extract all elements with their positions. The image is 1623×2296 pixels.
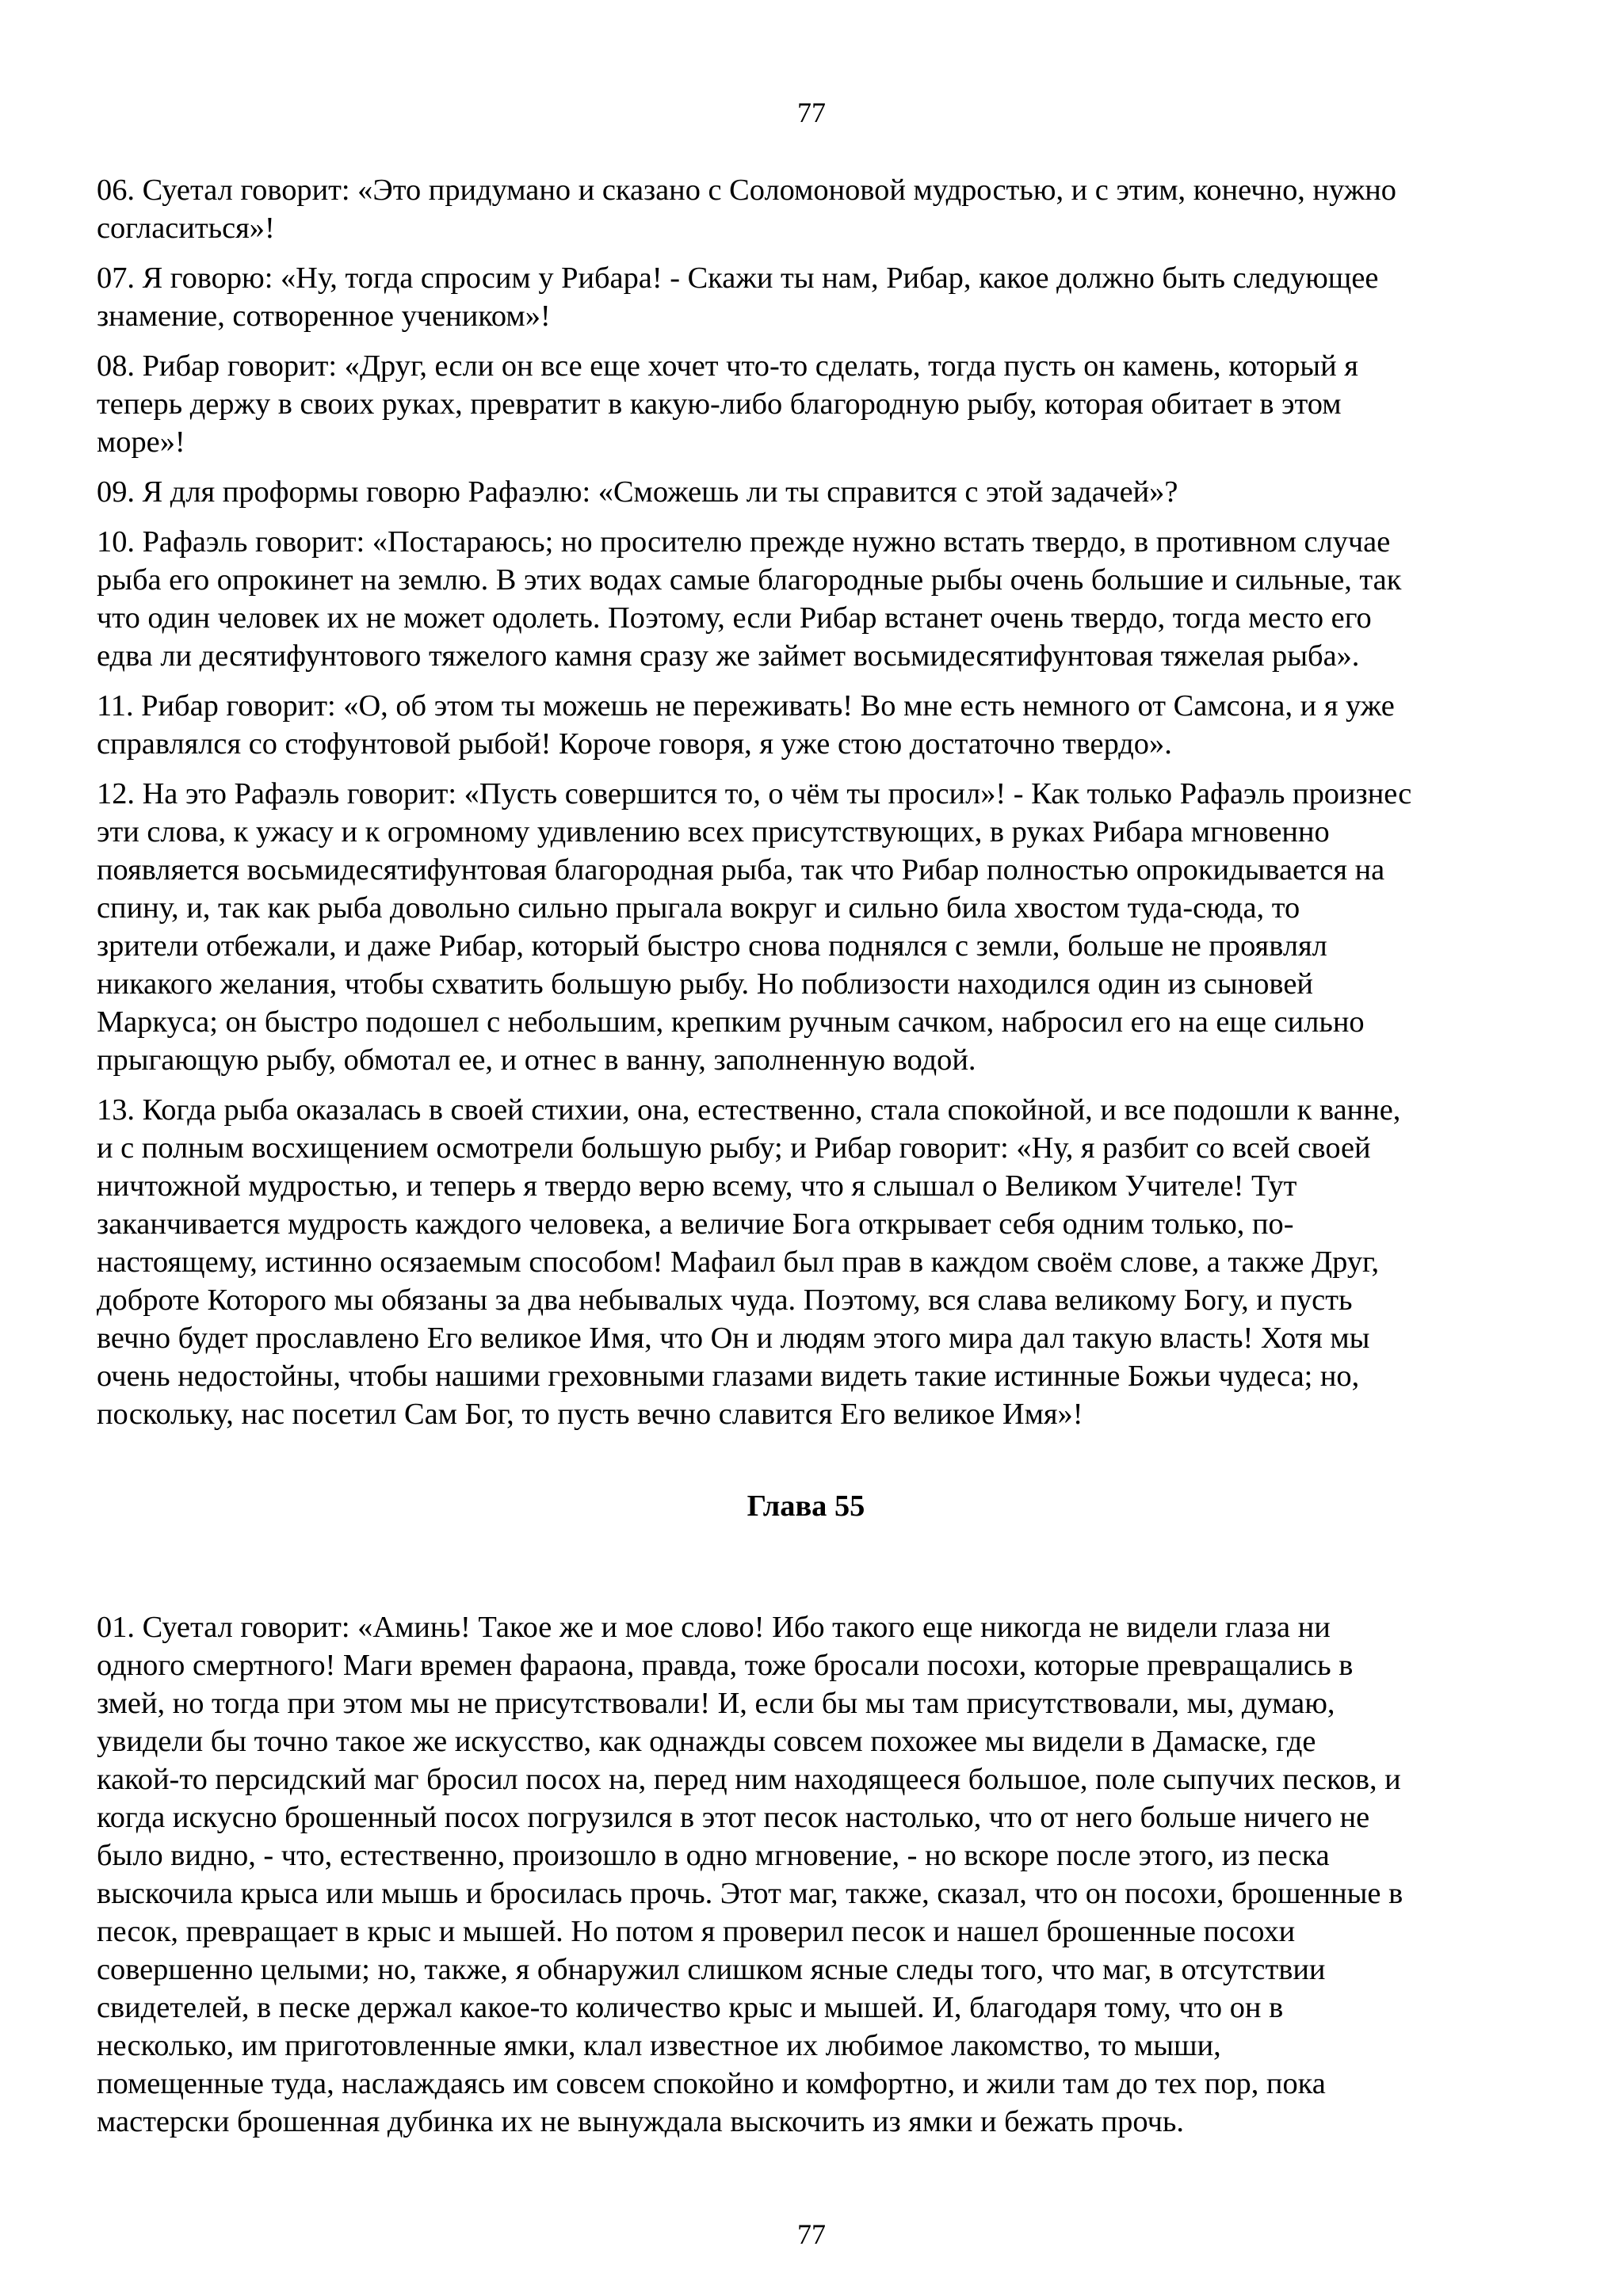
text-line: поскольку, нас посетил Сам Бог, то пусть вечно славится Его великое Имя»! bbox=[97, 1398, 1083, 1431]
page-number-bottom: 77 bbox=[797, 2218, 826, 2250]
text-line: увидели бы точно такое же искусство, как однажды совсем похожее мы видели в Дамаске, где bbox=[97, 1725, 1316, 1758]
paragraph bbox=[97, 473, 1515, 511]
text-line: 13. Когда рыба оказалась в своей стихии, она, естественно, стала спокойной, и все подошли к ванне, bbox=[97, 1093, 1401, 1127]
page-number-top: 77 bbox=[797, 97, 826, 128]
text-line: ничтожной мудростью, и теперь я твердо верю всему, что я слышал о Великом Учителе! Тут bbox=[97, 1169, 1297, 1203]
chapter-heading: Глава 55 bbox=[747, 1489, 865, 1523]
text-line: очень недостойны, чтобы нашими греховными глазами видеть такие истинные Божьи чудеса; но, bbox=[97, 1360, 1360, 1393]
text-line: выскочила крыса или мышь и бросилась прочь. Этот маг, также, сказал, что он посохи, брошенные в bbox=[97, 1877, 1403, 1910]
text-line: одного смертного! Маги времен фараона, правда, тоже бросали посохи, которые превращались в bbox=[97, 1649, 1354, 1682]
text-line: справлялся со стофунтовой рыбой! Короче говоря, я уже стою достаточно твердо». bbox=[97, 727, 1172, 761]
text-line: вечно будет прославлено Его великое Имя, что Он и людям этого мира дал такую власть! Хотя мы bbox=[97, 1322, 1370, 1355]
text-line: зрители отбежали, и даже Рибар, который быстро снова поднялся с земли, больше не проявлял bbox=[97, 929, 1327, 963]
text-line: 08. Рибар говорит: «Друг, если он все еще хочет что-то сделать, тогда пусть он камень, который я bbox=[97, 349, 1358, 383]
text-line: теперь держу в своих руках, превратит в какую-либо благородную рыбу, которая обитает в этом bbox=[97, 387, 1342, 421]
text-line: едва ли десятифунтового тяжелого камня сразу же займет восьмидесятифунтовая тяжелая рыба». bbox=[97, 639, 1360, 673]
text-line: совершенно целыми; но, также, я обнаружил слишком ясные следы того, что маг, в отсутствии bbox=[97, 1953, 1326, 1986]
chapter-paragraph-list bbox=[97, 1608, 1515, 2141]
text-line: море»! bbox=[97, 425, 185, 459]
paragraph bbox=[97, 347, 1515, 461]
text-line: было видно, - что, естественно, произошло в одно мгновение, - но вскоре после этого, из песка bbox=[97, 1839, 1330, 1872]
text-line: когда искусно брошенный посох погрузился в этот песок настолько, что от него больше ничего не bbox=[97, 1801, 1370, 1834]
text-line: настоящему, истинно осязаемым способом! Мафаил был прав в каждом своём слове, а также Друг, bbox=[97, 1245, 1380, 1279]
text-line: рыба его опрокинет на землю. В этих водах самые благородные рыбы очень большие и сильные, так bbox=[97, 563, 1402, 597]
text-line: песок, превращает в крыс и мышей. Но потом я проверил песок и нашел брошенные посохи bbox=[97, 1915, 1296, 1948]
paragraph bbox=[97, 687, 1515, 763]
text-line: доброте Которого мы обязаны за два небывалых чуда. Поэтому, вся слава великому Богу, и пусть bbox=[97, 1283, 1353, 1317]
text-line: мастерски брошенная дубинка их не вынуждала выскочить из ямки и бежать прочь. bbox=[97, 2105, 1184, 2138]
text-line: змей, но тогда при этом мы не присутствовали! И, если бы мы там присутствовали, мы, думаю, bbox=[97, 1687, 1335, 1720]
text-line: 12. На это Рафаэль говорит: «Пусть совершится то, о чём ты просил»! - Как только Рафаэль произнес bbox=[97, 777, 1412, 810]
text-line: появляется восьмидесятифунтовая благородная рыба, так что Рибар полностью опрокидывается на bbox=[97, 853, 1385, 887]
paragraph bbox=[97, 259, 1515, 335]
text-line: никакого желания, чтобы схватить большую рыбу. Но поблизости находился один из сыновей bbox=[97, 967, 1313, 1001]
text-line: помещенные туда, наслаждаясь им совсем спокойно и комфортно, и жили там до тех пор, пока bbox=[97, 2067, 1326, 2100]
text-line: что один человек их не может одолеть. Поэтому, если Рибар встанет очень твердо, тогда место его bbox=[97, 601, 1372, 635]
page-content bbox=[97, 171, 1515, 2153]
paragraph bbox=[97, 171, 1515, 247]
text-line: какой-то персидский маг бросил посох на, перед ним находящееся большое, поле сыпучих песков, и bbox=[97, 1763, 1401, 1796]
text-line: и с полным восхищением осмотрели большую рыбу; и Рибар говорит: «Ну, я разбит со всей своей bbox=[97, 1131, 1371, 1165]
paragraph-list bbox=[97, 171, 1515, 1433]
paragraph bbox=[97, 1091, 1515, 1433]
text-line: 11. Рибар говорит: «О, об этом ты можешь не переживать! Во мне есть немного от Самсона, и я уже bbox=[97, 689, 1395, 723]
text-line: согласиться»! bbox=[97, 212, 275, 245]
paragraph bbox=[97, 523, 1515, 675]
text-line: 01. Суетал говорит: «Аминь! Такое же и мое слово! Ибо такого еще никогда не видели глаза ни bbox=[97, 1611, 1331, 1644]
paragraph bbox=[97, 775, 1515, 1079]
text-line: Маркуса; он быстро подошел с небольшим, крепким ручным сачком, набросил его на еще сильно bbox=[97, 1005, 1365, 1039]
text-line: свидетелей, в песке держал какое-то количество крыс и мышей. И, благодаря тому, что он в bbox=[97, 1991, 1284, 2024]
chapter-gap bbox=[97, 1525, 1515, 1608]
text-line: 09. Я для проформы говорю Рафаэлю: «Сможешь ли ты справится с этой задачей»? bbox=[97, 475, 1178, 509]
text-line: 10. Рафаэль говорит: «Постараюсь; но просителю прежде нужно встать твердо, в противном случае bbox=[97, 525, 1391, 559]
text-line: 07. Я говорю: «Ну, тогда спросим у Рибара! - Скажи ты нам, Рибар, какое должно быть следующее bbox=[97, 261, 1379, 295]
text-line: несколько, им приготовленные ямки, клал известное их любимое лакомство, то мыши, bbox=[97, 2029, 1221, 2062]
text-line: прыгающую рыбу, обмотал ее, и отнес в ванну, заполненную водой. bbox=[97, 1043, 976, 1077]
text-line: знамение, сотворенное учеником»! bbox=[97, 299, 551, 333]
text-line: спину, и, так как рыба довольно сильно прыгала вокруг и сильно била хвостом туда-сюда, то bbox=[97, 891, 1300, 925]
text-line: эти слова, к ужасу и к огромному удивлению всех присутствующих, в руках Рибара мгновенно bbox=[97, 815, 1330, 849]
paragraph bbox=[97, 1608, 1515, 2141]
text-line: 06. Суетал говорит: «Это придумано и сказано с Соломоновой мудростью, и с этим, конечно, нужно bbox=[97, 174, 1396, 207]
text-line: заканчивается мудрость каждого человека, а величие Бога открывает себя одним только, по- bbox=[97, 1207, 1294, 1241]
